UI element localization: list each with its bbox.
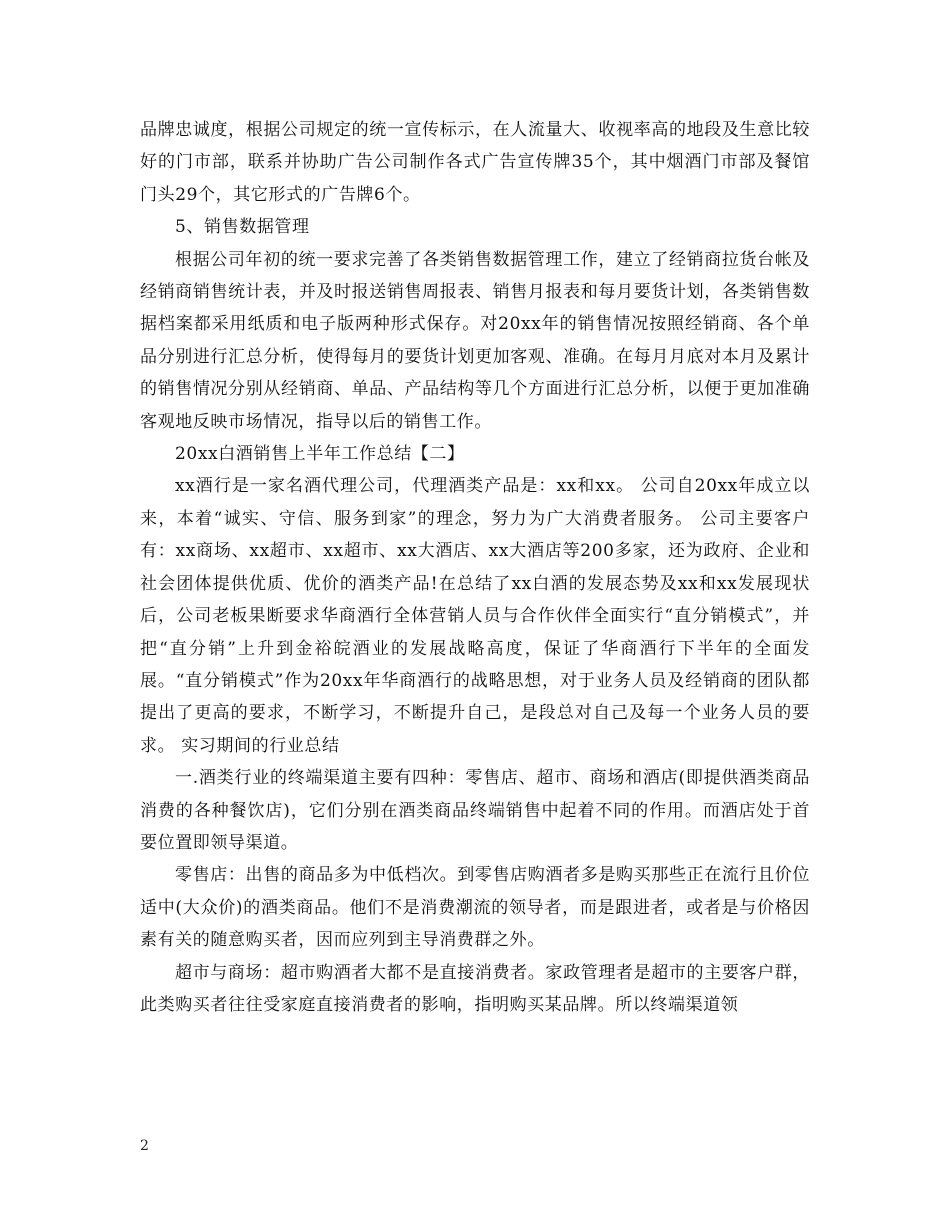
- paragraph-7: 零售店：出售的商品多为中低档次。到零售店购酒者多是购买那些正在流行且价位适中(大众价)的酒类商品。他们不是消费潮流的领导者，而是跟进者，或者是与价格因素有关的随意购买者，因而应列到主导消费群之外。: [140, 865, 810, 951]
- section-heading-summary-two: 20xx白酒销售上半年工作总结【二】: [175, 444, 465, 465]
- paragraph-3: 根据公司年初的统一要求完善了各类销售数据管理工作，建立了经销商拉货台帐及经销商销售统计表，并及时报送销售周报表、销售月报表和每月要货计划，各类销售数据档案都采用纸质和电子版两种形式保存。对20xx年的销售情况按照经销商、各个单品分别进行汇总分析，使得每月的要货计划更加客观、准确。在每月月底对本月及累计的销售情况分别从经销商、单品、产品结构等几个方面进行汇总分析，以便于更加准确客观地反映市场情况，指导以后的销售工作。: [140, 249, 810, 432]
- section-heading-sales-data: 5、销售数据管理: [175, 217, 310, 238]
- paragraph-1: 品牌忠诚度，根据公司规定的统一宣传标示，在人流量大、收视率高的地段及生意比较好的门市部，联系并协助广告公司制作各式广告宣传牌35个，其中烟酒门市部及餐馆门头29个，其它形式的广告牌6个。: [140, 120, 810, 205]
- paragraph-6: 一.酒类行业的终端渠道主要有四种：零售店、超市、商场和酒店(即提供酒类商品消费的各种餐饮店)，它们分别在酒类商品终端销售中起着不同的作用。而酒店处于首要位置即领导渠道。: [140, 768, 810, 853]
- document-body: [140, 114, 810, 1021]
- paragraph-8: 超市与商场：超市购酒者大都不是直接消费者。家政管理者是超市的主要客户群，此类购买者往往受家庭直接消费者的影响，指明购买某品牌。所以终端渠道领: [140, 962, 810, 1015]
- page-number: 2: [140, 1138, 149, 1154]
- paragraph-5: xx酒行是一家名酒代理公司，代理酒类产品是：xx和xx。 公司自20xx年成立以来，本着“诚实、守信、服务到家”的理念，努力为广大消费者服务。 公司主要客户有：xx商场、xx超市、xx超市、xx大酒店、xx大酒店等200多家，还为政府、企业和社会团体提供优质、优价的酒类产品!在总结了xx白酒的发展态势及xx和xx发展现状后，公司老板果断要求华商酒行全体营销人员与合作伙伴全面实行“直分销模式”，并把“直分销”上升到金裕皖酒业的发展战略高度，保证了华商酒行下半年的全面发展。“直分销模式”作为20xx年华商酒行的战略思想，对于业务人员及经销商的团队都提出了更高的要求，不断学习，不断提升自己，是段总对自己及每一个业务人员的要求。 实习期间的行业总结: [140, 476, 810, 756]
